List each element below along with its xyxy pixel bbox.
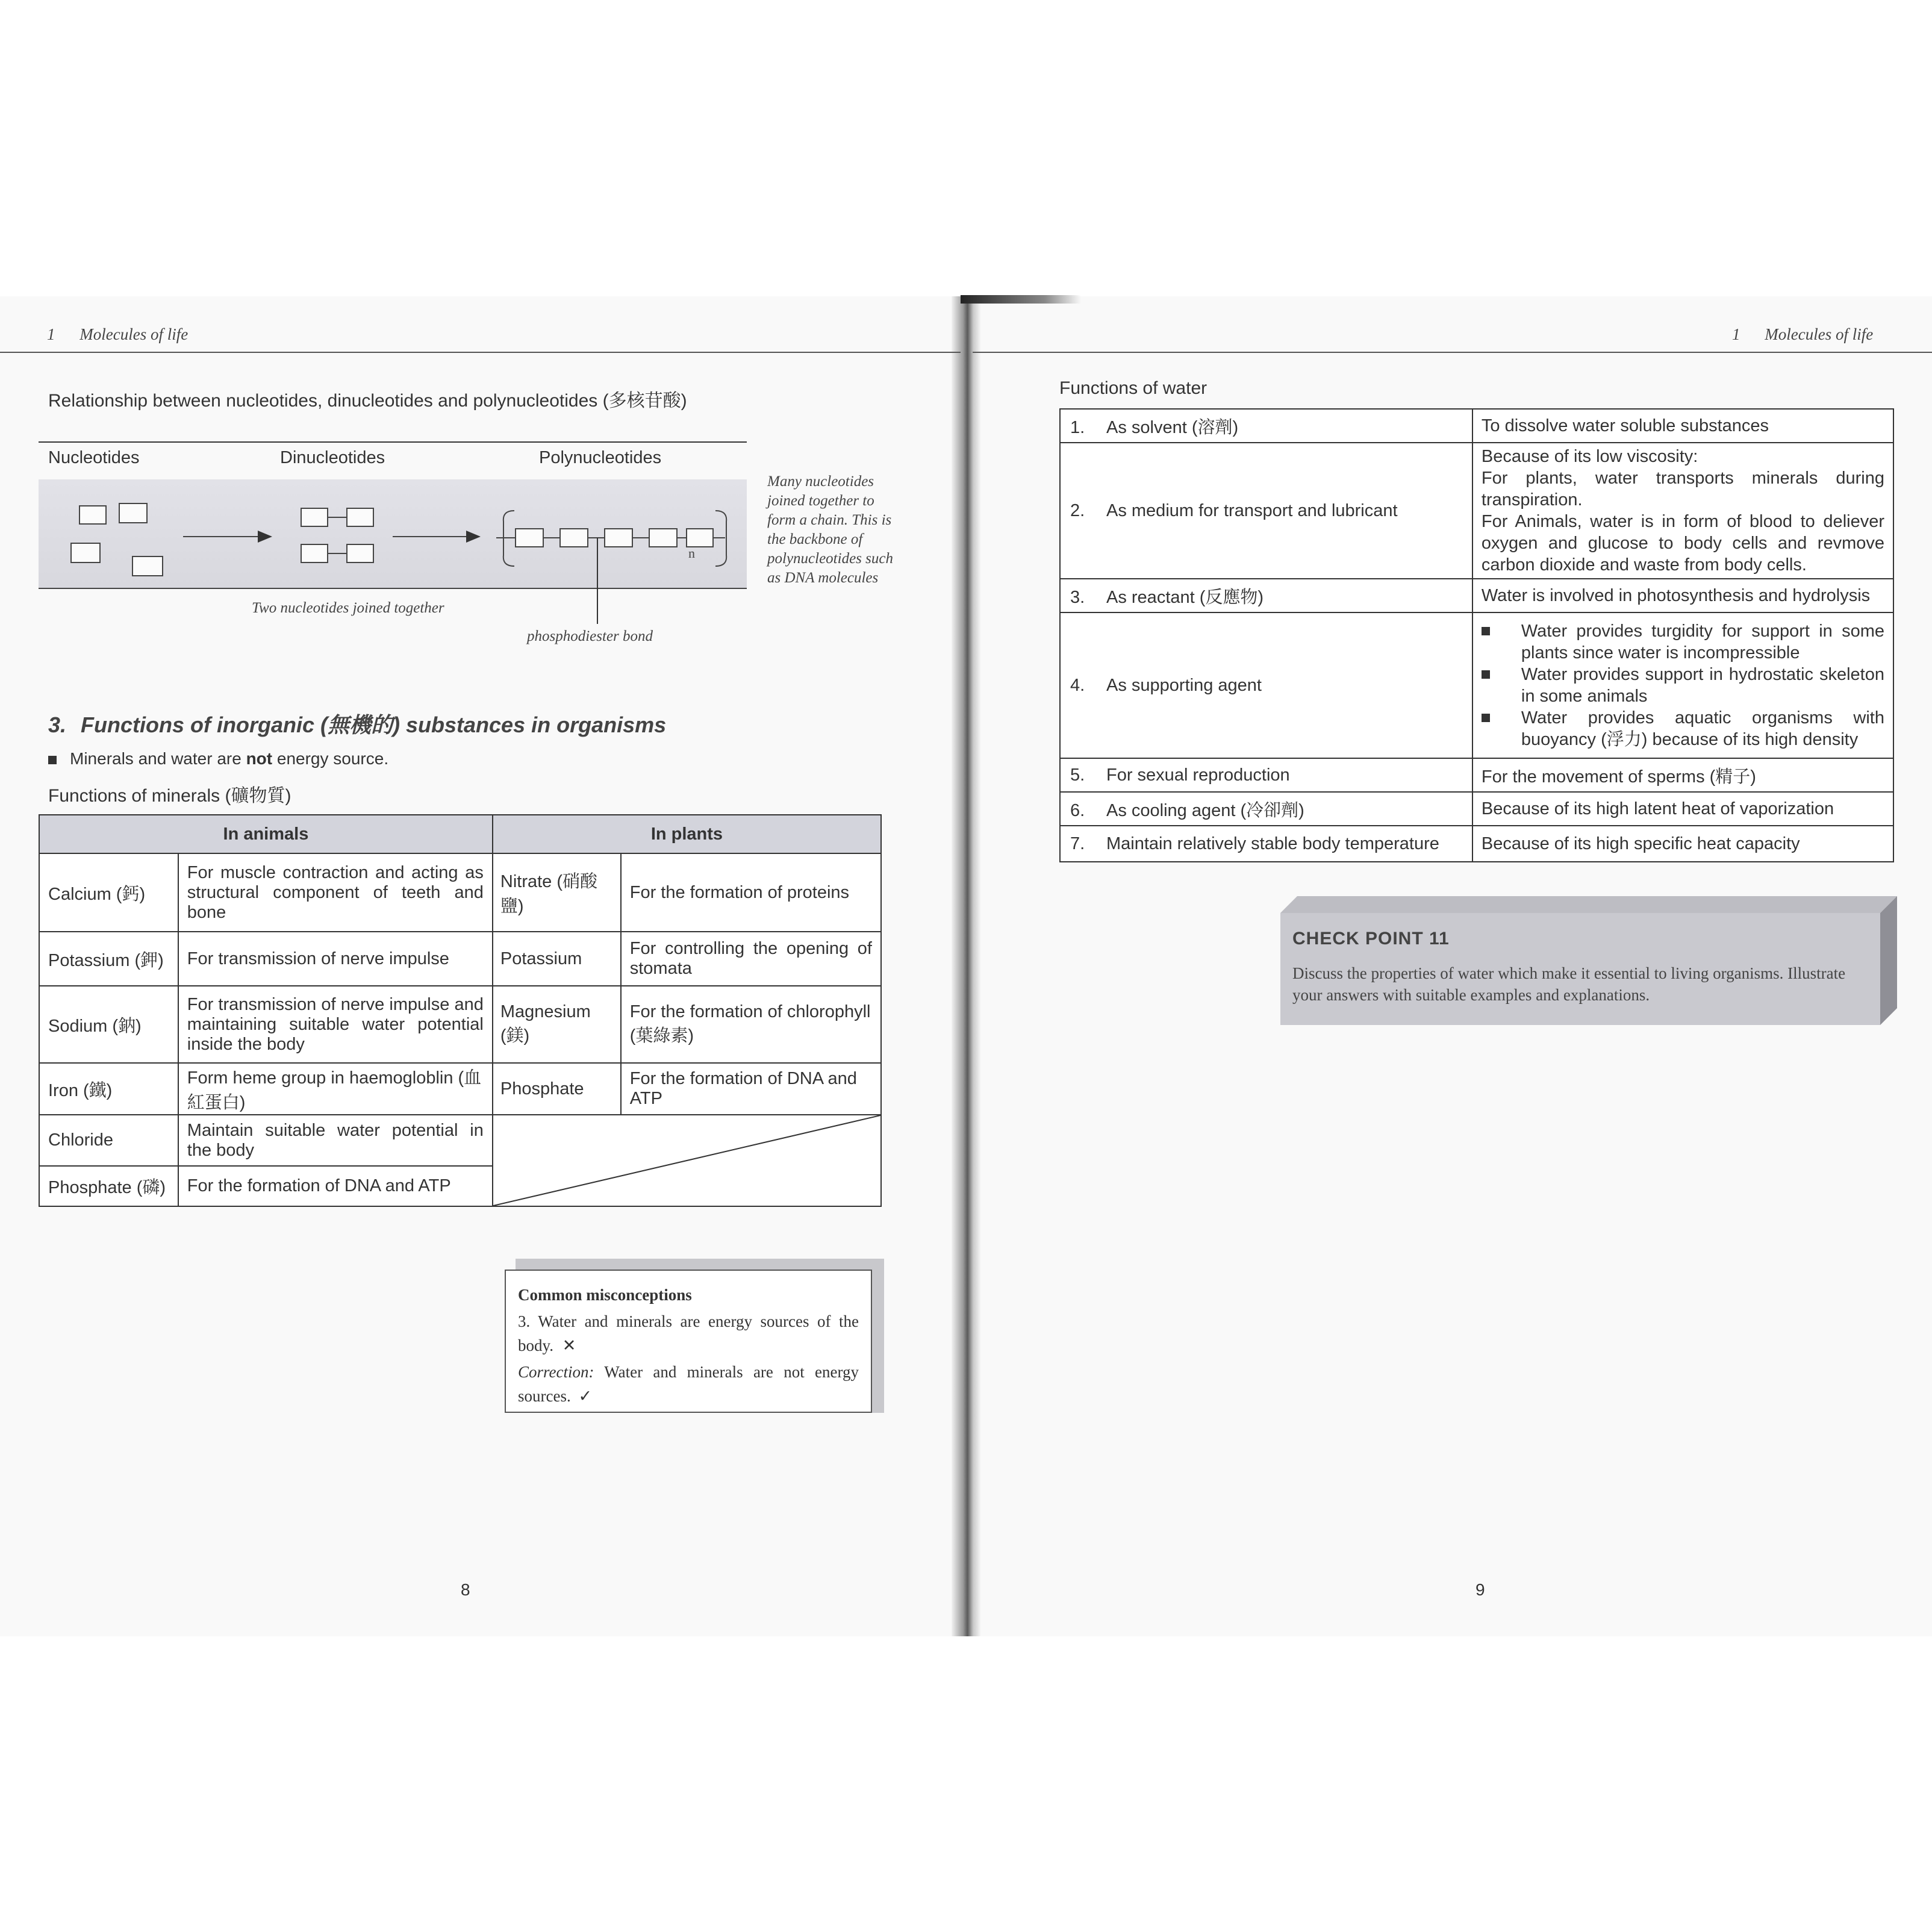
plant-mineral-name: Potassium	[493, 932, 621, 986]
label-phosphodiester-bond: phosphodiester bond	[527, 628, 653, 644]
left-header-chapter-title: Molecules of life	[79, 325, 189, 343]
cross-icon: ✕	[562, 1336, 576, 1354]
header-in-animals: In animals	[39, 815, 493, 853]
right-page-number: 9	[1475, 1580, 1485, 1599]
water-title: Functions of water	[1059, 378, 1208, 398]
plant-mineral-name: Magnesium (鎂)	[493, 986, 621, 1063]
animal-mineral-function: For the formation of DNA and ATP	[178, 1166, 493, 1206]
water-explanation	[1472, 443, 1893, 579]
left-header-chapter-number: 1	[47, 325, 55, 343]
support-bullet	[1482, 707, 1884, 750]
explanation-line: For Animals, water is in form of blood to deliever oxygen and glucose to body cells and revmove carbon dioxide and waste from body cells.	[1481, 512, 1884, 575]
water-row-number: 3.	[1070, 587, 1085, 607]
bullet-text-after: energy source.	[272, 749, 389, 768]
animal-mineral-function: Maintain suitable water potential in the body	[178, 1115, 493, 1166]
section-title: Functions of inorganic (無機的) substances in organisms	[81, 712, 667, 737]
water-explanation: Because of its high specific heat capacity	[1472, 826, 1893, 862]
correction-label: Correction:	[518, 1363, 594, 1381]
left-header-rule	[0, 352, 961, 353]
diagram-top-rule	[39, 441, 747, 443]
misconceptions-title: Common misconceptions	[518, 1286, 692, 1304]
page-edge-shadow	[961, 295, 1081, 304]
left-header	[47, 325, 188, 344]
water-explanation	[1472, 612, 1893, 758]
water-row-number: 6.	[1070, 800, 1085, 820]
water-row-number: 2.	[1070, 500, 1085, 520]
animal-mineral-name: Phosphate (磷)	[39, 1166, 178, 1206]
water-function-cell	[1060, 579, 1472, 612]
bullet-square-icon	[48, 756, 57, 764]
bullet-text: Water provides aquatic organisms with buoyancy (浮力) because of its high density	[1521, 708, 1884, 749]
empty-diagonal-cell	[493, 1115, 881, 1206]
plant-mineral-name: Phosphate	[493, 1063, 621, 1115]
water-function-cell	[1060, 792, 1472, 826]
explanation-line: Because of its low viscosity:	[1481, 447, 1698, 466]
diagram-col-nucleotides: Nucleotides	[48, 448, 140, 467]
water-explanation: Because of its high latent heat of vaporization	[1472, 792, 1893, 826]
water-function: As solvent (溶劑)	[1106, 417, 1239, 437]
explanation-line: For plants, water transports minerals during transpiration.	[1481, 469, 1884, 509]
water-row-number: 7.	[1070, 834, 1085, 853]
relationship-title: Relationship between nucleotides, dinucleotides and polynucleotides (多核苷酸)	[48, 391, 687, 411]
bullet-text: Water provides support in hydrostatic skeleton in some animals	[1521, 665, 1884, 706]
bullet-square-icon	[1482, 670, 1490, 679]
diagram-col-polynucleotides: Polynucleotides	[539, 448, 662, 467]
support-bullet	[1482, 620, 1884, 664]
animal-mineral-name: Iron (鐵)	[39, 1063, 178, 1115]
diagram-col-dinucleotides: Dinucleotides	[280, 448, 385, 467]
diagonal-line	[493, 1115, 880, 1206]
label-two-joined: Two nucleotides joined together	[252, 600, 444, 616]
plant-mineral-function: For the formation of chlorophyll (葉綠素)	[621, 986, 881, 1063]
plant-mineral-function: For the formation of proteins	[621, 853, 881, 932]
bullet-text-before: Minerals and water are	[70, 749, 246, 768]
misconceptions-statement	[518, 1309, 859, 1357]
book-gutter	[952, 296, 980, 1636]
water-function-cell	[1060, 409, 1472, 443]
water-row-number: 5.	[1070, 765, 1085, 785]
water-function: Maintain relatively stable body temperature	[1106, 834, 1439, 853]
checkpoint-text: Discuss the properties of water which make it essential to living organisms. Illustrate your answers with suitable examples and explanations.	[1292, 964, 1846, 1004]
animal-mineral-name: Chloride	[39, 1115, 178, 1166]
misconceptions-box	[505, 1270, 872, 1413]
right-header-rule	[973, 352, 1932, 353]
water-explanation: Water is involved in photosynthesis and hydrolysis	[1472, 579, 1893, 612]
section-heading	[48, 708, 666, 739]
bullet-square-icon	[1482, 714, 1490, 722]
section-number: 3.	[48, 712, 67, 737]
water-row-number: 1.	[1070, 417, 1085, 437]
water-function-cell	[1060, 758, 1472, 792]
water-function-cell	[1060, 826, 1472, 862]
animal-mineral-function: For transmission of nerve impulse and maintaining suitable water potential inside the body	[178, 986, 493, 1063]
water-function-cell	[1060, 443, 1472, 579]
bullet-text: Water provides turgidity for support in some plants since water is incompressible	[1521, 622, 1884, 662]
water-function-cell	[1060, 612, 1472, 758]
support-bullet	[1482, 664, 1884, 707]
right-header-chapter-number: 1	[1732, 325, 1740, 343]
checkpoint-title: CHECK POINT 11	[1292, 929, 1450, 949]
header-in-plants: In plants	[493, 815, 881, 853]
water-function: As reactant (反應物)	[1106, 587, 1264, 607]
misconceptions-statement-text: 3. Water and minerals are energy sources of the body.	[518, 1312, 859, 1354]
left-page-number: 8	[461, 1580, 470, 1599]
plant-mineral-name: Nitrate (硝酸鹽)	[493, 853, 621, 932]
plant-mineral-function: For controlling the opening of stomata	[621, 932, 881, 986]
water-function: As supporting agent	[1106, 675, 1262, 695]
correction-text: Water and minerals are not energy sources.	[518, 1363, 859, 1405]
water-row-number: 4.	[1070, 675, 1085, 695]
bullet-text-bold: not	[246, 749, 273, 768]
minerals-bullet	[48, 749, 388, 768]
water-table	[1059, 408, 1894, 862]
water-explanation: For the movement of sperms (精子)	[1472, 758, 1893, 792]
animal-mineral-name: Sodium (鈉)	[39, 986, 178, 1063]
bullet-square-icon	[1482, 627, 1490, 635]
diagram-side-note: Many nucleotides joined together to form a chain. This is the backbone of polynucleotides such as DNA molecules	[767, 473, 893, 586]
animal-mineral-name: Calcium (鈣)	[39, 853, 178, 932]
right-header	[1732, 325, 1873, 344]
animal-mineral-function: Form heme group in haemogloblin (血紅蛋白)	[178, 1063, 493, 1115]
check-icon: ✓	[578, 1387, 593, 1405]
diagram-subscript-n: n	[688, 546, 695, 561]
right-header-chapter-title: Molecules of life	[1765, 325, 1874, 343]
misconceptions-correction	[518, 1360, 859, 1408]
water-function: For sexual reproduction	[1106, 765, 1290, 785]
animal-mineral-function: For transmission of nerve impulse	[178, 932, 493, 986]
animal-mineral-function: For muscle contraction and acting as structural component of teeth and bone	[178, 853, 493, 932]
water-function: As medium for transport and lubricant	[1106, 500, 1398, 520]
water-function: As cooling agent (冷卻劑)	[1106, 800, 1304, 820]
minerals-table	[39, 814, 882, 1207]
plant-mineral-function: For the formation of DNA and ATP	[621, 1063, 881, 1115]
animal-mineral-name: Potassium (鉀)	[39, 932, 178, 986]
minerals-title: Functions of minerals (礦物質)	[48, 786, 291, 806]
water-explanation: To dissolve water soluble substances	[1472, 409, 1893, 443]
